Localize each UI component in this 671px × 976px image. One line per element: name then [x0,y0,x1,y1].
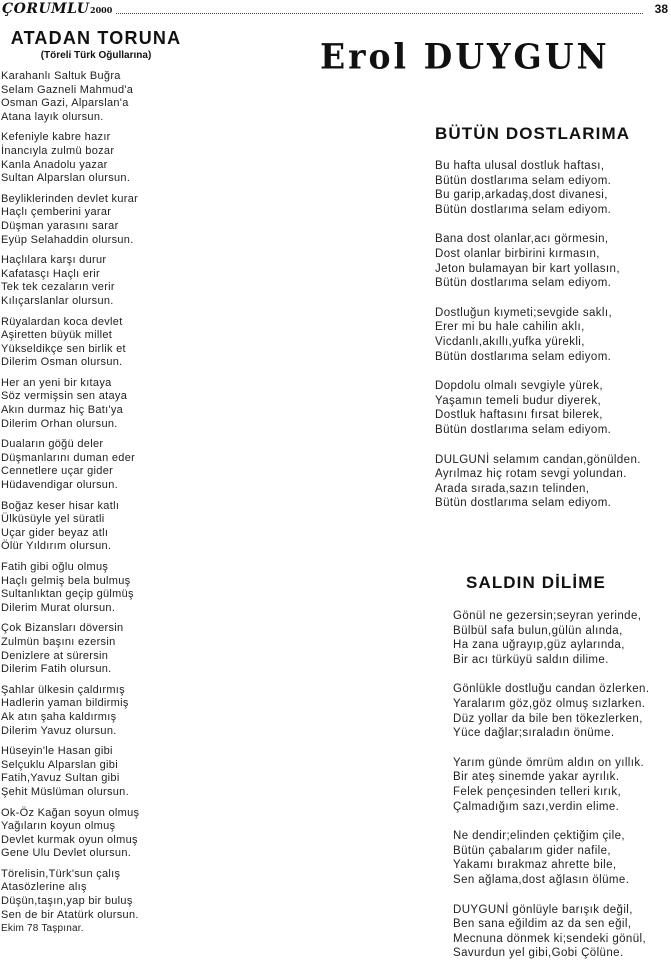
poem-line: Kafatasçı Haçlı erir [1,267,100,280]
left-poem-stanzas [1,70,201,922]
poem-line: Uçar gider beyaz atlı [1,526,109,539]
poem-line: Duaların göğü deler [1,438,104,451]
poem-line: Dopdolu olmalı sevgiyle yürek, [435,380,603,393]
poem-line: Bana dost olanlar,acı görmesin, [435,233,609,246]
poem-line: Sultanlıktan geçip gülmüş [1,588,134,601]
stanza [1,684,201,738]
author-name: Erol DUYGUN [320,36,610,77]
poem-line: Kılıçarslanlar olursun. [1,294,114,307]
poem-line: Yüce dağlar;sıraladın önüme. [453,727,615,740]
poem-line: Yağıların koyun olmuş [1,820,116,833]
poem-line: Tek tek cezaların verir [1,281,115,294]
poem-line: Söz vermişsin sen ataya [1,390,128,403]
stanza [1,500,201,554]
poem2-title: SALDIN DİLİME [466,573,606,592]
poem-line: Gene Ulu Devlet olursun. [1,847,132,860]
poem-line: Bütün dostlarıma selam ediyom. [435,497,612,510]
stanza [435,453,670,511]
poem-line: Erer mi bu hale cahilin aklı, [435,321,585,334]
stanza [453,756,671,814]
poem-line: Fatih,Yavuz Sultan gibi [1,772,120,785]
poem-line: Boğaz keser hisar katlı [1,499,120,512]
left-poem-footer: Ekim 78 Taşpınar. [1,923,84,935]
poem-line: Bütün dostlarıma selam ediyom. [435,423,612,436]
poem-line: Ülküsüyle yel süratli [1,513,105,526]
stanza [1,561,201,615]
poem-line: Çok Bizansları döversin [1,622,124,635]
poem-saldin-dilime [453,609,671,976]
stanza [435,306,670,364]
poem-line: Şahlar ülkesin çaldırmış [1,683,125,696]
poem-line: Selam Gazneli Mahmud'a [1,83,134,96]
poem-line: Felek pençesinden telleri kırık, [453,785,622,798]
poem-line: Yaşamın temeli budur diyerek, [435,394,602,407]
poem-line: Karahanlı Saltuk Buğra [1,70,121,82]
poem-line: Düz yollar da bile ben tökezlerken, [453,712,643,725]
poem-line: Dilerim Orhan olursun. [1,417,118,430]
poem-line: Ne dendir;elinden çektiğim çile, [453,830,625,843]
poem-line: Düşman yarasını sarar [1,219,119,232]
poem-line: Düşmanlarını duman eder [1,451,136,464]
poem-line: Düşün,taşın,yap bir buluş [1,895,133,908]
poem-line: Mecnuna dönmek ki;sendeki gönül, [453,932,647,945]
poem-line: Ha zana uğrayıp,güz aylarında, [453,639,625,652]
poem-line: DUYGUNİ gönlüyle barışık değil, [453,903,633,916]
poem-line: İnancıyla zulmü bozar [1,144,115,157]
poem-line: Cennetlere uçar gider [1,465,114,478]
poem-line: Bütün dostlarıma selam ediyom. [435,174,612,187]
poem-line: Jeton bulamayan bir kart yollasın, [435,262,620,275]
stanza [435,379,670,437]
stanza [1,438,201,492]
poem-line: Gönlükle dostluğu candan özlerken. [453,683,650,696]
stanza [1,745,201,799]
page-number: 38 [654,2,668,16]
poem-line: Şehit Müslüman olursun. [1,785,129,798]
poem1-title: BÜTÜN DOSTLARIMA [435,124,631,143]
stanza [1,377,201,431]
poem-line: Zulmün başını ezersin [1,635,116,648]
poem-line: Selçuklu Alparslan gibi [1,758,118,771]
left-poem-subtitle: (Töreli Türk Oğullarına) [40,50,152,61]
poem-line: Yakamı bırakmaz ahrette bile, [453,859,617,872]
stanza [453,682,671,740]
poem-line: Çalmadığım sazı,verdin elime. [453,800,620,813]
poem-line: Ölür Yıldırım olursun. [1,540,112,553]
poem-line: Bir ateş sinemde yakar ayrılık. [453,771,620,784]
poem-line: Gönül ne gezersin;seyran yerinde, [453,610,642,622]
header-dotted-rule [116,13,643,14]
magazine-name: ÇORUMLU [2,1,90,17]
stanza [1,807,201,861]
poem-line: Atasözlerine alış [1,881,87,894]
poem-line: Bu hafta ulusal dostluk haftası, [435,160,605,172]
poem-line: Kanla Anadolu yazar [1,158,108,171]
poem-line: Bütün dostlarıma selam ediyom. [435,277,612,290]
poem-line: Dost olanlar birbirini kırmasın, [435,247,600,260]
stanza [453,829,671,887]
poem-line: Haçlı gelmiş bela bulmuş [1,574,131,587]
stanza [1,70,201,124]
poem2-stanzas [453,609,671,961]
stanza [1,131,201,185]
poem-line: Haçlılara karşı durur [1,254,107,267]
poem-line: Bu garip,arkadaş,dost divanesi, [435,189,608,202]
poem-line: Aşiretten büyük millet [1,329,113,342]
poem-line: Her an yeni bir kıtaya [1,376,112,389]
poem-line: Yükseldikçe sen birlik et [1,342,126,355]
stanza [1,622,201,676]
poem-line: Ayrılmaz hiç rotam sevgi yolundan. [435,468,627,481]
poem-line: Dilerim Osman olursun. [1,356,123,369]
magazine-year: 2000 [90,5,113,15]
poem-line: Rüyalardan koca devlet [1,315,123,328]
poem-line: Kefeniyle kabre hazır [1,131,111,144]
poem-line: DULGUNİ selamım candan,gönülden. [435,453,641,466]
poem-line: Akın durmaz hiç Batı'ya [1,404,124,417]
poem-line: Haçlı çemberini yarar [1,206,112,219]
poem-line: Atana layık olursun. [1,110,104,123]
poem-line: Savurdun yel gibi,Gobi Çölüne. [453,947,624,960]
poem-line: Bütün dostlarıma selam ediyom. [435,203,612,216]
poem-line: Törelisin,Türk'sun çalış [1,867,121,880]
poem-line: Hüseyin'le Hasan gibi [1,745,113,758]
stanza [1,316,201,370]
poem-line: Bütün çabalarım gider nafile, [453,844,611,857]
poem-line: Yaralarım göz,göz olmuş sızlarken. [453,697,646,710]
stanza [1,254,201,308]
poem-line: Ok-Öz Kağan soyun olmuş [1,806,140,819]
poem-line: Sultan Alparslan olursun. [1,172,131,185]
stanza [435,159,670,217]
poem-line: Dilerim Fatih olursun. [1,663,112,676]
stanza [435,232,670,290]
poem-line: Sen ağlama,dost ağlasın ölüme. [453,873,630,886]
poem-line: Bütün dostlarıma selam ediyom. [435,350,612,363]
poem-line: Yarım günde ömrüm aldın on yıllık. [453,756,645,769]
poem-line: Dostluk haftasını fırsat bilerek, [435,409,603,422]
stanza [1,868,201,922]
poem-line: Eyüp Selahaddin olursun. [1,233,134,246]
poem-line: Devlet kurmak oyun olmuş [1,833,138,846]
poem-line: Dilerim Yavuz olursun. [1,724,117,737]
poem-line: Sen de bir Atatürk olursun. [1,908,139,921]
poem-line: Osman Gazi, Alparslan'a [1,97,129,110]
left-poem-title: ATADAN TORUNA [10,28,182,48]
poem-line: Bülbül safa bulun,gülün alında, [453,624,623,637]
poem-line: Bir acı türküyü saldın dilime. [453,653,609,666]
poem-line: Denizlere at sürersin [1,649,109,662]
poem-line: Hüdavendigar olursun. [1,479,118,492]
poem-line: Ben sana eğildim az da sen eğil, [453,918,632,931]
page-header [0,0,671,20]
poem-butun-dostlarima [435,123,670,526]
poem-line: Dostluğun kıymeti;sevgide saklı, [435,306,613,319]
poem-line: Ak atın şaha kaldırmış [1,710,117,723]
poem-line: Beyliklerinden devlet kurar [1,192,139,205]
poem-line: Fatih gibi oğlu olmuş [1,561,109,573]
poem-line: Arada sırada,sazın telinden, [435,482,590,495]
poem-line: Dilerim Murat olursun. [1,601,116,614]
poem1-stanzas [435,159,670,511]
stanza [453,903,671,961]
left-poem [1,28,201,935]
stanza [1,193,201,247]
stanza [453,609,671,667]
poem-line: Hadlerin yaman bildirmiş [1,697,129,710]
poem-line: Vicdanlı,akıllı,yufka yürekli, [435,335,585,348]
